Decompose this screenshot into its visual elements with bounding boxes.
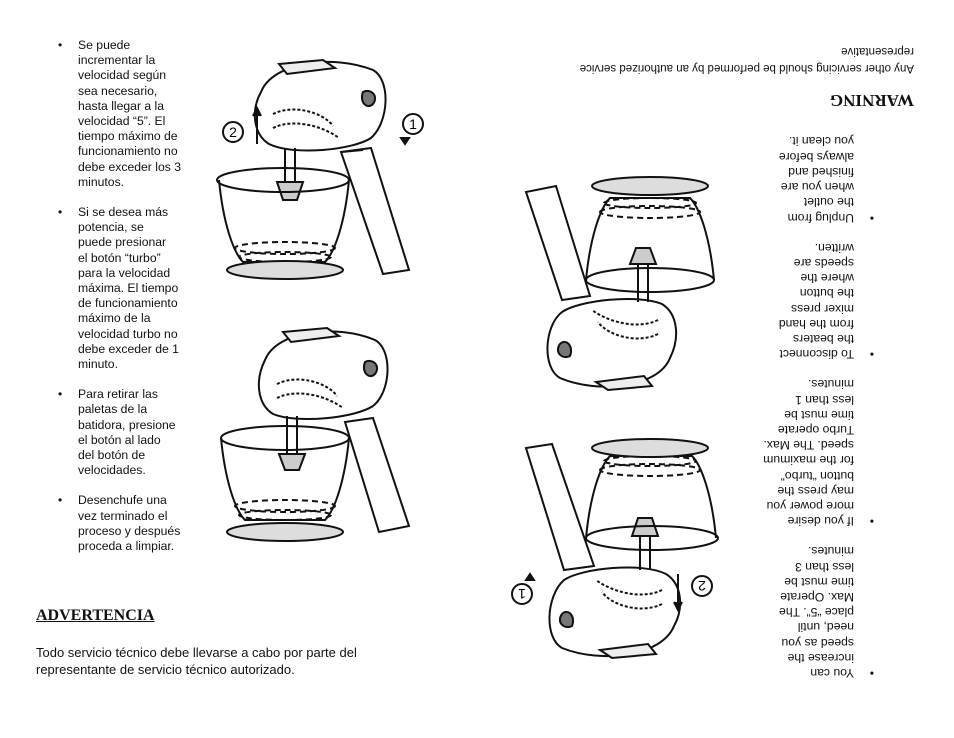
step-2-label: 2 xyxy=(229,124,237,140)
warning-heading: ADVERTENCIA xyxy=(36,607,155,624)
english-instructions-list xyxy=(744,118,854,680)
mixer-lift-illustration xyxy=(507,436,722,666)
warning-heading: WARNING xyxy=(829,91,914,110)
step-2-label: 2 xyxy=(698,578,706,594)
list-item: • Para retirar las paletas de la batidora, presione el botón al lado del botón de velocidades. xyxy=(78,387,196,478)
step-1-label: 1 xyxy=(409,116,417,132)
list-item: • To disconnect the beaters from the hand mixer press the button where the speeds are written. xyxy=(744,240,854,362)
warning-text: Todo servicio técnico debe llevarse a cabo por parte del representante de servicio técnico autorizado. xyxy=(36,645,357,677)
list-item: • Desenchufe una vez terminado el proceso y después proceda a limpiar. xyxy=(78,493,196,554)
list-item: • You can increase the speed as you need, until place “5”. The Max. Operate time must be less than 3 minutes. xyxy=(744,543,854,680)
mixer-assembled-illustration xyxy=(213,320,418,560)
step-1-label: 1 xyxy=(518,586,526,602)
list-item: • If you desire more power you may press the button “turbo” for the maximum speed. The Max. Turbo operate time must be less than 1 minutes. xyxy=(744,376,854,528)
spanish-instructions-list xyxy=(78,38,196,569)
mixer-lift-illustration xyxy=(213,52,428,282)
mixer-assembled-illustration xyxy=(517,158,722,398)
warning-text: Any other servicing should be performed by an authorized service representative xyxy=(579,45,914,74)
list-item: • Unplug from the outlet when you are finished and always before you clean it. xyxy=(744,133,854,224)
list-item: • Si se desea más potencia, se puede presionar el botón “turbo” para la velocidad máxima. El tiempo de funcionamiento máximo de la velocidad turbo no debe exceder de 1 minuto. xyxy=(78,205,196,372)
list-item: • Se puede incrementar la velocidad según sea necesario, hasta llegar a la velocidad “5”. El tiempo máximo de funcionamiento no debe exceder los 3 minutos. xyxy=(78,38,196,190)
english-page-rotated xyxy=(477,0,954,738)
